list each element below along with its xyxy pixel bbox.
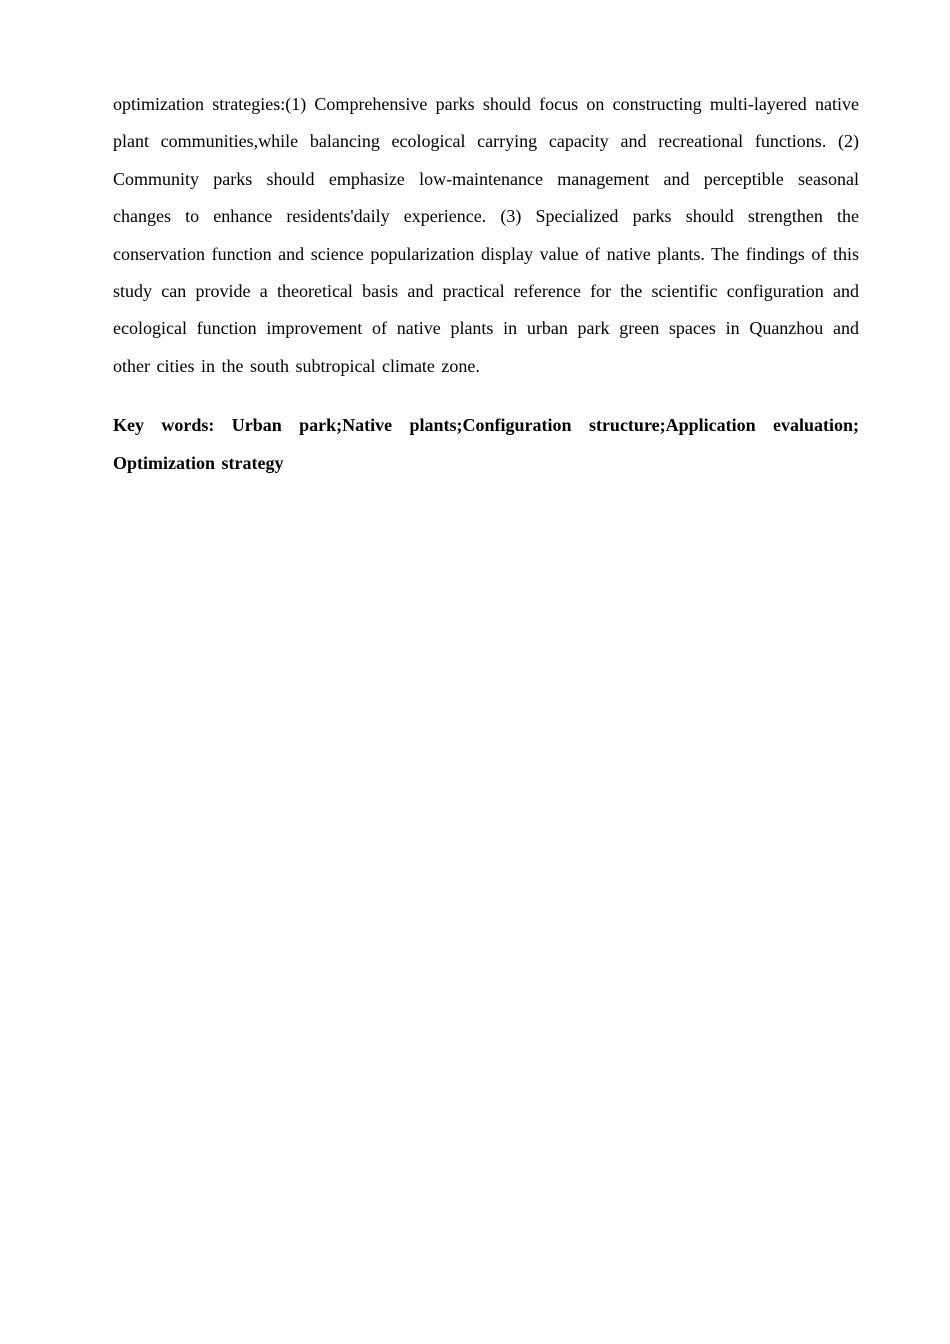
keywords-paragraph — [113, 407, 859, 482]
abstract-paragraph: optimization strategies:(1) Comprehensive parks should focus on constructing multi-layered native plant communities,while balancing ecological carrying capacity and recreational functions. (2) Community parks should emphasize low-maintenance management and perceptible seasonal changes to enhance residents'daily experience. (3) Specialized parks should strengthen the conservation function and science popularization display value of native plants. The findings of this study can provide a theoretical basis and practical reference for the scientific configuration and ecological function improvement of native plants in urban park green spaces in Quanzhou and other cities in the south subtropical climate zone. — [113, 94, 859, 376]
keywords-text: Urban park;Native plants;Configuration structure;Application evaluation; Optimization strategy — [113, 415, 859, 473]
document-page — [113, 86, 859, 482]
keywords-label: Key words: — [113, 415, 215, 436]
